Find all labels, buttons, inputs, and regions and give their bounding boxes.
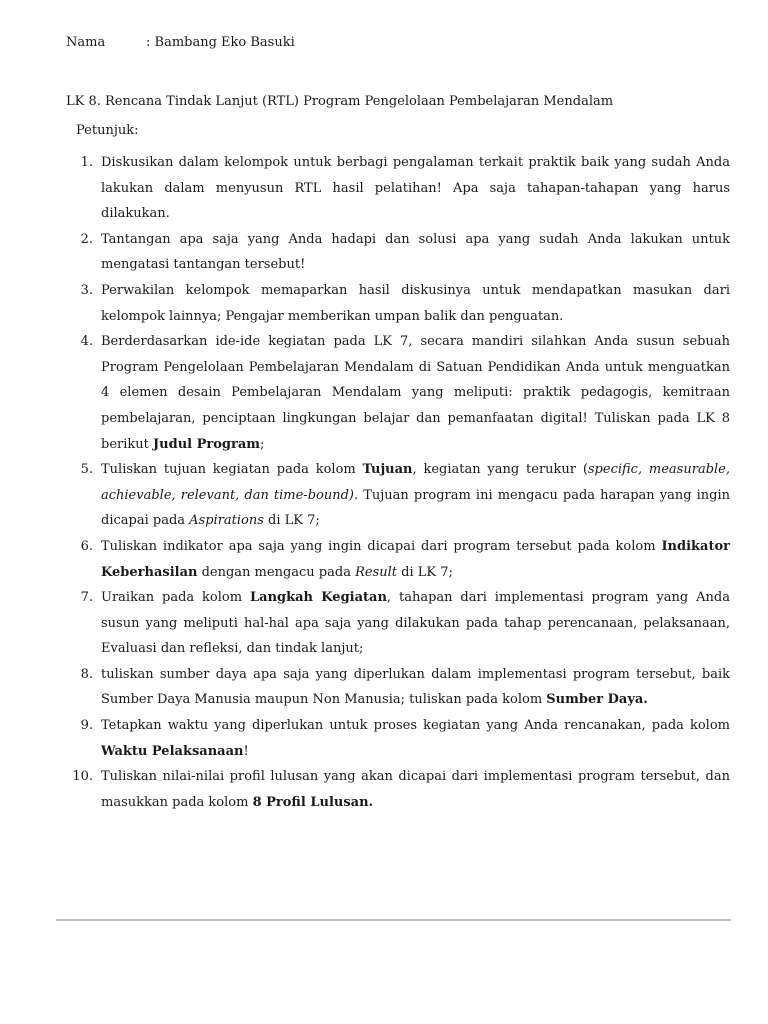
instruction-item xyxy=(0,227,768,278)
instruction-item xyxy=(0,662,768,713)
instruction-text xyxy=(101,713,730,764)
text-run: di LK 7; xyxy=(263,513,320,529)
footer-divider xyxy=(56,919,731,921)
text-run: Tuliskan indikator apa saja yang ingin dicapai dari program tersebut pada kolom xyxy=(101,538,662,554)
italic-text: specific, measurable, achievable, relevant, dan time-bound) xyxy=(101,462,730,503)
instruction-item xyxy=(0,534,768,585)
instruction-text xyxy=(101,764,730,815)
instruction-text xyxy=(101,227,730,278)
bold-text: Tujuan xyxy=(362,462,413,478)
text-run: tuliskan sumber daya apa saja yang diperlukan dalam implementasi program tersebut, baik Sumber Daya Manusia maupun Non Manusia; tuliskan pada kolom xyxy=(101,666,730,708)
instruction-number: 4. xyxy=(80,334,93,350)
instruction-item xyxy=(0,150,768,227)
name-value: : Bambang Eko Basuki xyxy=(146,35,295,50)
instruction-number: 6. xyxy=(80,538,93,554)
italic-text: Result xyxy=(355,564,397,580)
bold-text: 8 Profil Lulusan. xyxy=(252,794,374,810)
worksheet-title: LK 8. Rencana Tindak Lanjut (RTL) Program Pengelolaan Pembelajaran Mendalam xyxy=(66,94,614,109)
text-run: Tuliskan nilai-nilai profil lulusan yang akan dicapai dari implementasi program tersebut, dan masukkan pada kolom xyxy=(101,769,730,810)
instruction-number: 7. xyxy=(80,590,93,606)
bold-text: Judul Program xyxy=(153,436,261,452)
instruction-item xyxy=(0,585,768,662)
instruction-number: 5. xyxy=(80,462,93,478)
instruction-list xyxy=(0,150,768,815)
text-run: Uraikan pada kolom xyxy=(101,590,250,606)
instruction-text xyxy=(101,457,730,534)
instruction-text xyxy=(101,150,730,227)
name-label: Nama xyxy=(66,35,106,50)
text-run: Diskusikan dalam kelompok untuk berbagi pengalaman terkait praktik baik yang sudah Anda lakukan dalam menyusun RTL hasil pelatihan! Apa saja tahapan-tahapan yang harus dilakukan. xyxy=(101,155,730,222)
text-run: . Tujuan program ini mengacu pada harapan yang ingin dicapai pada xyxy=(101,487,730,529)
instruction-number: 2. xyxy=(80,231,93,247)
text-run: Berderdasarkan ide-ide kegiatan pada LK 7, secara mandiri silahkan Anda susun sebuah Program Pengelolaan Pembelajaran Mendalam di Satuan Pendidikan Anda untuk menguatkan 4 elemen desain Pembelajaran Mendalam yang meliputi: praktik pedagogis, kemitraan pembelajaran, penciptaan lingkungan belajar dan pemanfaatan digital! Tuliskan pada LK 8 berikut xyxy=(101,334,730,452)
instruction-item xyxy=(0,278,768,329)
text-run: Perwakilan kelompok memaparkan hasil diskusinya untuk mendapatkan masukan dari kelompok lainnya; Pengajar memberikan umpan balik dan penguatan. xyxy=(101,282,730,324)
text-run: , tahapan dari implementasi program yang Anda susun yang meliputi hal-hal apa saja yang dilakukan pada tahap perencanaan, pelaksanaan, Evaluasi dan refleksi, dan tindak lanjut; xyxy=(101,590,730,657)
instruction-item xyxy=(0,713,768,764)
instruction-item xyxy=(0,329,768,457)
text-run: dengan mengacu pada xyxy=(197,564,356,580)
instruction-number: 9. xyxy=(80,718,93,734)
instruction-text xyxy=(101,585,730,662)
bold-text: Waktu Pelaksanaan xyxy=(101,743,244,759)
text-run: di LK 7; xyxy=(397,564,453,580)
instruction-number: 3. xyxy=(80,282,93,298)
bold-text: Sumber Daya. xyxy=(546,692,648,708)
instruction-item xyxy=(0,764,768,815)
instruction-number: 10. xyxy=(72,769,93,785)
instruction-text xyxy=(101,329,730,457)
italic-text: Aspirations xyxy=(189,513,264,529)
bold-text: Langkah Kegiatan xyxy=(250,590,387,606)
text-run: ! xyxy=(243,743,249,759)
text-run: Tuliskan tujuan kegiatan pada kolom xyxy=(101,462,363,478)
instruction-text xyxy=(101,534,730,585)
instruction-number: 8. xyxy=(80,666,93,682)
instruction-text xyxy=(101,278,730,329)
text-run: Tetapkan waktu yang diperlukan untuk proses kegiatan yang Anda rencanakan, pada kolom xyxy=(101,718,730,734)
text-run: , kegiatan yang terukur ( xyxy=(412,462,588,478)
text-run: Tantangan apa saja yang Anda hadapi dan solusi apa yang sudah Anda lakukan untuk mengatasi tantangan tersebut! xyxy=(101,231,730,273)
instruction-number: 1. xyxy=(80,155,93,170)
text-run: ; xyxy=(260,436,265,452)
instruction-item xyxy=(0,457,768,534)
instruction-text xyxy=(101,662,730,713)
name-row xyxy=(66,34,295,52)
instructions-label: Petunjuk: xyxy=(76,123,139,138)
bold-text: Indikator Keberhasilan xyxy=(101,538,730,580)
